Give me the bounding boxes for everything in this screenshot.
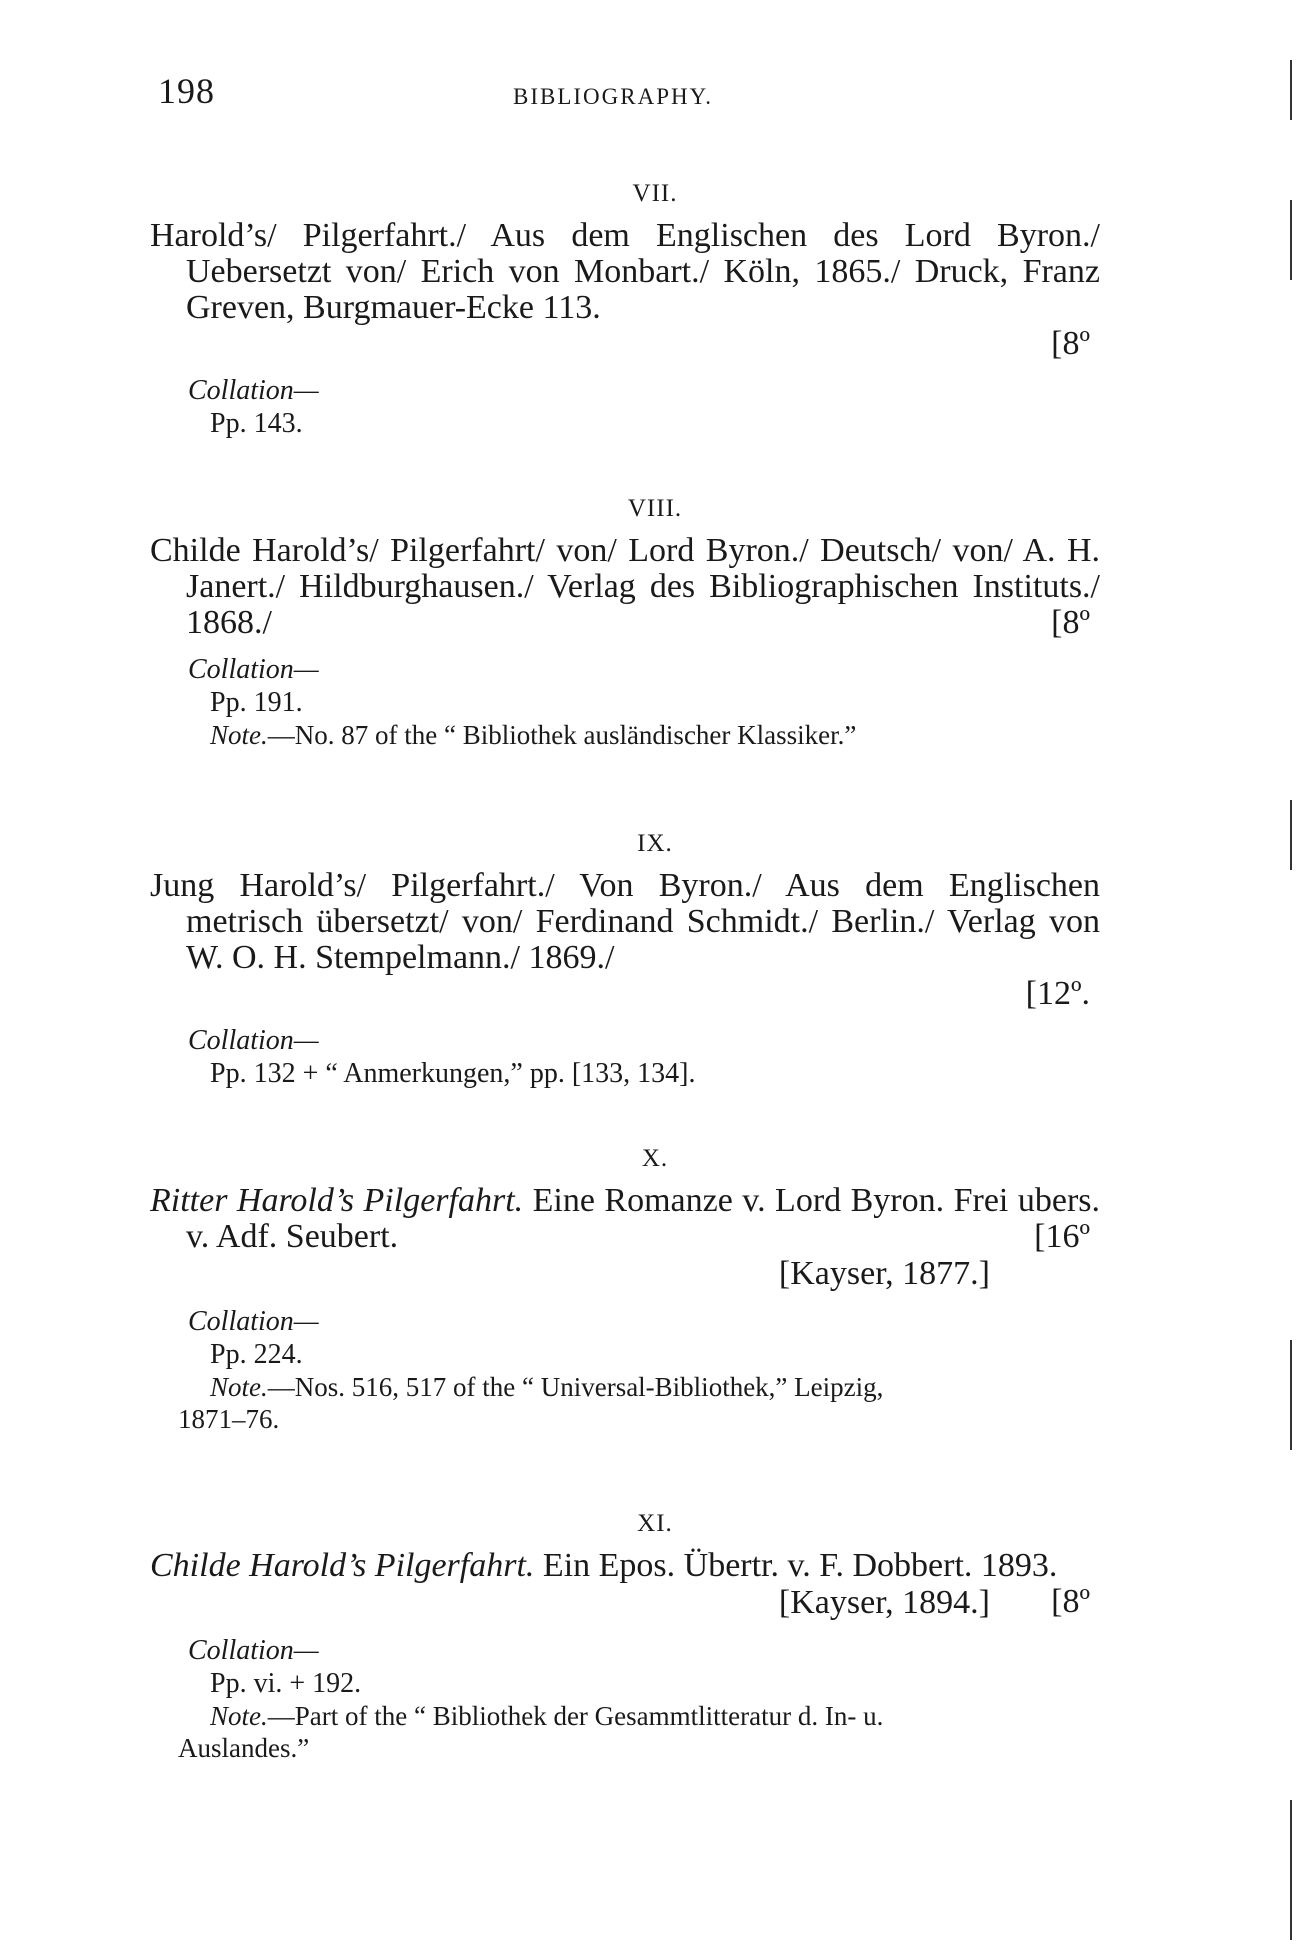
entry-text — [150, 533, 1100, 641]
entry-text-body: Eine Romanze v. Lord Byron. Frei ubers. v. Adf. Seubert. — [186, 1182, 1100, 1255]
note — [210, 1700, 1100, 1732]
note-label: Note. — [210, 1372, 268, 1402]
note — [210, 1371, 1100, 1403]
scan-edge-mark — [1290, 1800, 1292, 1940]
format-label: [8º — [1051, 325, 1090, 362]
entry-text-body: Ein Epos. Übertr. v. F. Dobbert. 1893. — [542, 1547, 1058, 1584]
entry-ix — [150, 830, 1100, 1090]
page-count: Pp. 224. — [210, 1339, 303, 1370]
note-text: —Nos. 516, 517 of the “ Universal-Bibliothek,” Leipzig, — [267, 1372, 884, 1402]
page-count: Pp. 143. — [210, 408, 303, 439]
entry-numeral: IX. — [637, 830, 673, 857]
source-citation: [Kayser, 1877.] — [778, 1255, 990, 1292]
note-continuation: Auslandes.” — [178, 1733, 310, 1763]
collation-label: Collation— — [188, 375, 319, 406]
page-header — [158, 70, 1098, 120]
format-label: [12º. — [1025, 975, 1090, 1012]
entry-text-body: Childe Harold’s/ Pilgerfahrt/ von/ Lord Byron./ Deutsch/ von/ A. H. Janert./ Hildburghausen./ Verlag des Bibliographischen Instituts./ 1868./ — [150, 532, 1100, 641]
entry-text — [150, 1183, 1100, 1255]
entry-numeral: X. — [641, 1145, 669, 1172]
collation-label: Collation— — [188, 1306, 319, 1337]
note — [210, 719, 1100, 751]
format-label: [8º — [1051, 604, 1090, 641]
source-citation: [Kayser, 1894.] — [778, 1584, 990, 1621]
collation-label: Collation— — [188, 1025, 319, 1056]
note-text: —Part of the “ Bibliothek der Gesammtlitteratur d. In- u. — [267, 1701, 884, 1731]
note-text: —No. 87 of the “ Bibliothek ausländischer Klassiker.” — [267, 720, 857, 750]
collation-label: Collation— — [188, 1635, 319, 1666]
entry-viii — [150, 495, 1100, 751]
entry-xi — [150, 1510, 1100, 1764]
entry-text: Harold’s/ Pilgerfahrt./ Aus dem Englischen des Lord Byron./ Uebersetzt von/ Erich von Monbart./ Köln, 1865./ Druck, Franz Greven, Burgmauer-Ecke 113. — [150, 217, 1100, 326]
entry-numeral: XI. — [637, 1510, 673, 1537]
scan-edge-mark — [1290, 200, 1292, 280]
entry-vii — [150, 180, 1100, 440]
page-count: Pp. 132 + “ Anmerkungen,” pp. [133, 134]. — [210, 1058, 696, 1089]
note-label: Note. — [210, 1701, 268, 1731]
page-number: 198 — [158, 71, 215, 111]
page-count: Pp. 191. — [210, 687, 303, 718]
scan-edge-mark — [1290, 60, 1292, 120]
format-label: [16º — [1034, 1218, 1090, 1255]
scan-edge-mark — [1290, 1340, 1292, 1450]
page-count: Pp. vi. + 192. — [210, 1668, 362, 1699]
entry-numeral: VII. — [632, 180, 678, 207]
note-label: Note. — [210, 720, 268, 750]
entry-numeral: VIII. — [627, 495, 683, 522]
note-continuation: 1871–76. — [178, 1404, 280, 1434]
collation-label: Collation— — [188, 654, 319, 685]
running-title: BIBLIOGRAPHY. — [513, 84, 714, 109]
format-label: [8º — [1051, 1583, 1090, 1620]
scan-edge-mark — [1290, 800, 1292, 870]
entry-text: Jung Harold’s/ Pilgerfahrt./ Von Byron./ Aus dem Englischen metrisch übersetzt/ von/ Ferdinand Schmidt./ Berlin./ Verlag von W. O. H. Stempelmann./ 1869./ — [150, 867, 1100, 976]
entry-x — [150, 1145, 1100, 1435]
entry-title: Childe Harold’s Pilgerfahrt. — [150, 1547, 535, 1584]
entry-title: Ritter Harold’s Pilgerfahrt. — [150, 1182, 524, 1219]
